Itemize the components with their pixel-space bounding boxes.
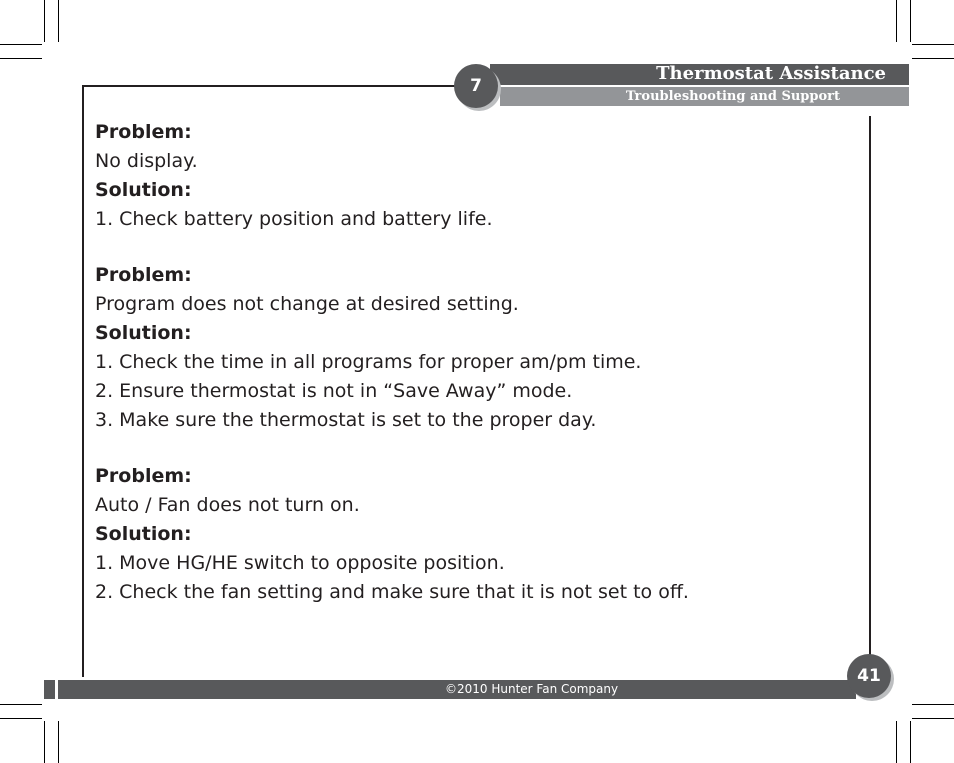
- crop-mark: [44, 721, 45, 763]
- frame-line-top: [82, 85, 466, 87]
- crop-mark: [0, 704, 42, 705]
- section-no-display: [95, 118, 855, 234]
- crop-mark: [910, 0, 911, 42]
- crop-mark: [0, 58, 42, 59]
- header-title: Thermostat Assistance: [656, 63, 886, 84]
- problem-text: Auto / Fan does not turn on.: [95, 494, 360, 516]
- frame-line-right: [869, 116, 871, 658]
- header-subtitle: Troubleshooting and Support: [625, 89, 840, 104]
- section-fan: [95, 462, 855, 607]
- troubleshooting-content: [95, 118, 855, 607]
- crop-mark: [58, 721, 59, 763]
- crop-mark: [896, 0, 897, 42]
- solution-label: Solution:: [95, 179, 192, 201]
- problem-text: No display.: [95, 150, 198, 172]
- crop-mark: [0, 718, 42, 719]
- crop-mark: [44, 0, 45, 42]
- solution-step: 3. Make sure the thermostat is set to the proper day.: [95, 409, 597, 431]
- solution-step: 1. Move HG/HE switch to opposite position.: [95, 552, 505, 574]
- crop-mark: [912, 718, 954, 719]
- crop-mark: [912, 44, 954, 45]
- crop-mark: [912, 58, 954, 59]
- solution-label: Solution:: [95, 322, 192, 344]
- crop-mark: [0, 44, 42, 45]
- solution-step: 1. Check the time in all programs for proper am/pm time.: [95, 351, 642, 373]
- solution-step: 1. Check battery position and battery life.: [95, 208, 493, 230]
- chapter-badge: 7: [454, 64, 498, 108]
- problem-text: Program does not change at desired setting.: [95, 293, 519, 315]
- footer-bar-accent: [44, 680, 55, 699]
- solution-label: Solution:: [95, 523, 192, 545]
- crop-mark: [896, 721, 897, 763]
- solution-step: 2. Ensure thermostat is not in “Save Away” mode.: [95, 380, 573, 402]
- problem-label: Problem:: [95, 465, 192, 487]
- page-number-badge: 41: [847, 654, 891, 698]
- copyright-text: ©2010 Hunter Fan Company: [445, 682, 619, 696]
- crop-mark: [912, 704, 954, 705]
- crop-mark: [58, 0, 59, 42]
- problem-label: Problem:: [95, 264, 192, 286]
- frame-line-left: [82, 85, 84, 677]
- problem-label: Problem:: [95, 121, 192, 143]
- section-program-change: [95, 261, 855, 435]
- crop-mark: [910, 721, 911, 763]
- solution-step: 2. Check the fan setting and make sure that it is not set to off.: [95, 581, 689, 603]
